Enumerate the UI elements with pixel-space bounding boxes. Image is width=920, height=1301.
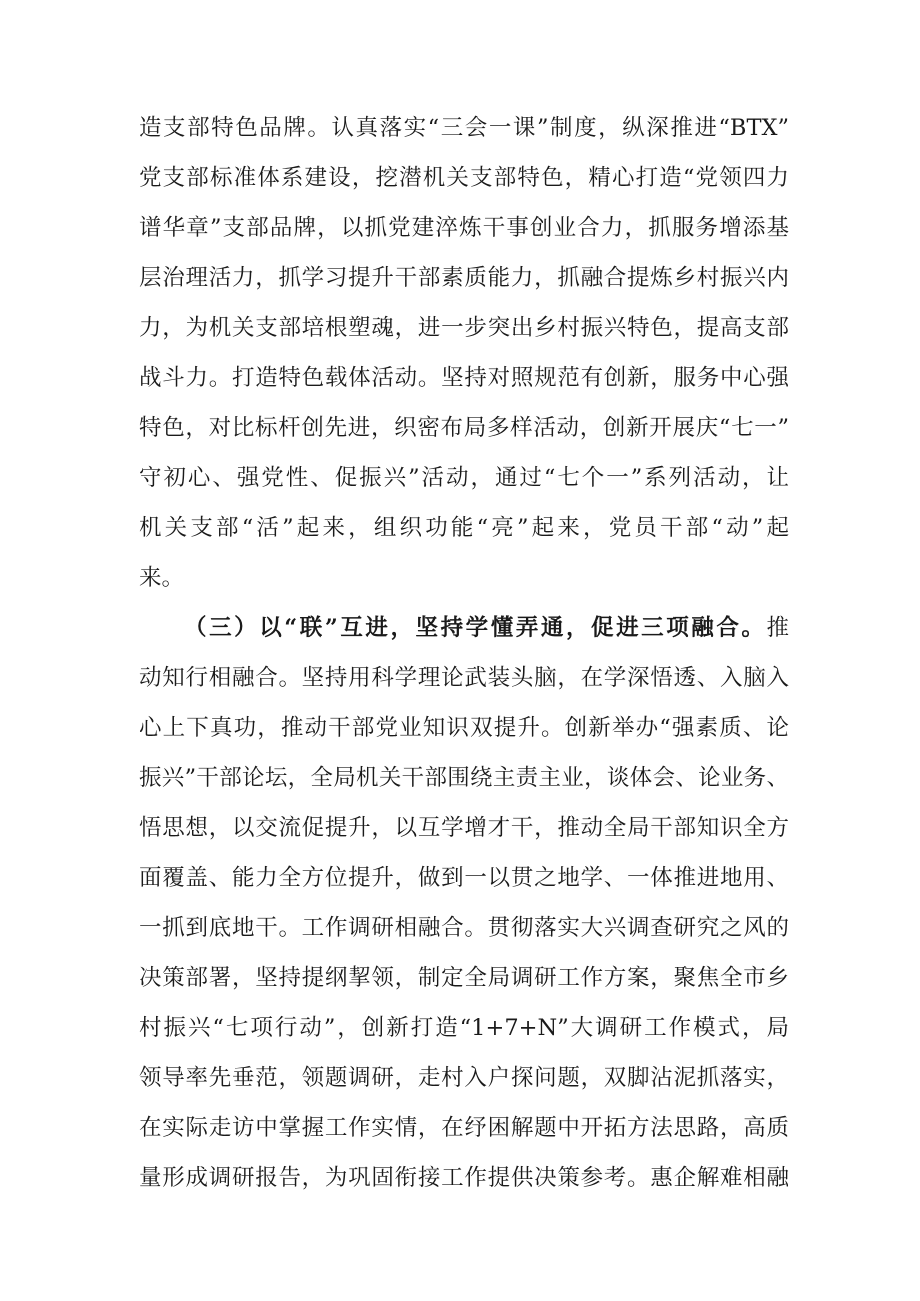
- section-line-2: 心上下真功，推动干部党业知识双提升。创新举办“强素质、论: [139, 715, 789, 741]
- section-heading-tail: 推: [766, 615, 789, 641]
- body-text: [139, 103, 789, 1203]
- text-line-7: 特色，对比标杆创先进，织密布局多样活动，创新开展庆“七一”: [139, 415, 789, 441]
- section-line-11: 量形成调研报告，为巩固衔接工作提供决策参考。惠企解难相融: [139, 1165, 789, 1191]
- section-line-10: 在实际走访中掌握工作实情，在纾困解题中开拓方法思路，高质: [139, 1115, 789, 1141]
- text-line-8: 守初心、强党性、促振兴”活动，通过“七个一”系列活动，让: [139, 465, 789, 491]
- text-line-2: 党支部标准体系建设，挖潜机关支部特色，精心打造“党领四力: [139, 165, 789, 191]
- section-line-3: 振兴”干部论坛，全局机关干部围绕主责主业，谈体会、论业务、: [139, 765, 789, 791]
- section-line-7: 决策部署，坚持提纲挈领，制定全局调研工作方案，聚焦全市乡: [139, 965, 789, 991]
- section-line-6: 一抓到底地干。工作调研相融合。贯彻落实大兴调查研究之风的: [139, 915, 789, 941]
- text-line-6: 战斗力。打造特色载体活动。坚持对照规范有创新，服务中心强: [139, 365, 789, 391]
- section-line-5: 面覆盖、能力全方位提升，做到一以贯之地学、一体推进地用、: [139, 865, 789, 891]
- section-heading-line: [139, 603, 789, 653]
- text-line-4: 层治理活力，抓学习提升干部素质能力，抓融合提炼乡村振兴内: [139, 265, 789, 291]
- text-line-1: 造支部特色品牌。认真落实“三会一课”制度，纵深推进“BTX”: [139, 115, 789, 141]
- text-line-9: 机关支部“活”起来，组织功能“亮”起来，党员干部“动”起: [139, 515, 789, 541]
- text-line-5: 力，为机关支部培根塑魂，进一步突出乡村振兴特色，提高支部: [139, 315, 789, 341]
- section-line-9: 领导率先垂范，领题调研，走村入户探问题，双脚沾泥抓落实，: [139, 1065, 789, 1091]
- section-line-8: 村振兴“七项行动”，创新打造“1+7+N”大调研工作模式，局: [139, 1015, 789, 1041]
- section-line-1: 动知行相融合。坚持用科学理论武装头脑，在学深悟透、入脑入: [139, 665, 789, 691]
- text-line-3: 谱华章”支部品牌，以抓党建淬炼干事创业合力，抓服务增添基: [139, 215, 789, 241]
- section-heading: （三）以“联”互进，坚持学懂弄通，促进三项融合。: [184, 615, 767, 641]
- text-line-10: 来。: [139, 565, 185, 591]
- section-line-4: 悟思想，以交流促提升，以互学增才干，推动全局干部知识全方: [139, 815, 789, 841]
